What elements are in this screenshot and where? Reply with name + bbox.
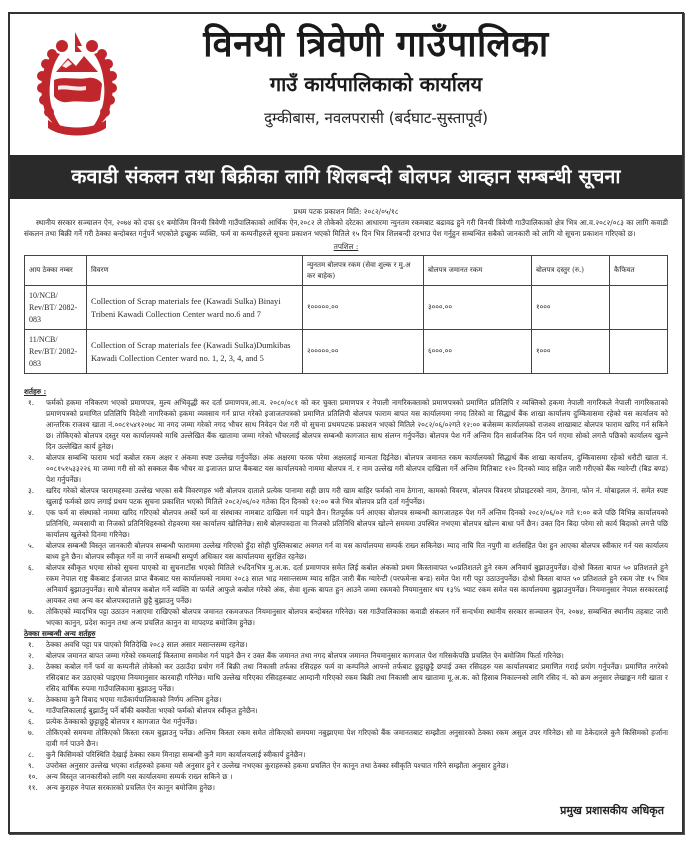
term-text: अन्य विस्तृत जानकारीको लागि यस कार्यालयमा सम्पर्क राख्न सकिने छ ।: [46, 772, 233, 781]
tender-table: [24, 255, 668, 374]
details-label: तपशिल :: [333, 242, 359, 251]
term-text: एक फर्म वा संस्थाको नाममा खरिद गरिएको बोलपत्र अर्को फर्म वा संस्थाका नामबाट दाखिला गर्न पाइने छैन। रितपूर्वक पर्न आएका बोलपत्र सम्बन्धी कागजातहरु पेश गर्ने अन्तिम दिनको २०८२/०६/०२ गते १:०० बजे पछि विभिन्न कार्यालयको प्रतिनिधि, व्यवसायी वा निजको प्रतिनिधिहरुको रोहवरमा यस कार्यालय खोलिनेछ। साथै बोलपत्रदाता वा निजको प्रतिनिधि बोलपत्र खोल्ने समयमा उपस्थित नभएमा बोलपत्र खोल्न बाधा पर्ने छैन। उक्त दिन बिदा परेमा सो कार्य बिदाको लगत्तै पछि कार्यालय खुलेको दिनमा गरिनेछ।: [46, 508, 668, 539]
term-text: फर्मको हकमा नविकरण भएको प्रमाणपत्र, मुल्य अभिवृद्धी कर दर्ता प्रमाणपत्र,आ.व. २०८०/०८१ को कर चुक्ता प्रमाणपत्र र नेपाली नागरिकक्‍ताको प्रमाणपत्रको प्रमाणित प्रतिलिपि र व्यक्तिको हकमा नेपाली नागरिकले नेपाली नागरिकताको प्रमाणपत्रको प्रमाणित प्रतिलिपि विदेशी नागरिकको हकमा व्यवसाय गर्न प्राप्त गरेको इजाजतपत्रको प्रमाणित प्रतिलिपी बोलपत्र फाराम बापत यस कार्यालयमा नगद तिरेको वा सिद्धार्थ बैंक शाखा कार्यालय दुम्किवासमा रहेको यस कार्यालय को आन्तरिक राजश्व खाता नं.००८१५४१२०७८ मा नगद जम्मा गरेको नगद भौचर साथ निवेदन पेश गरी यो सुचना प्रथमपटक प्रकाशन भएको मितिले २०८२/०६/०२गते १२:०० बजेसम्म कार्यालयको राजश्व शाखाबाट बोलपत्र फाराम खरिद गर्न सकिने छ। तोकिएको बोलपत्र दस्तुर यस कार्यालयको माथि उल्लेखित बैंक खातामा जम्मा गरेको भौचरलाई बोलपत्र सम्बन्धी कागजात साथ संलग्न गर्नुपर्नेछ। बोलपत्र पेश गर्ने अन्तिम दिन सार्वजनिक दिन पर्न गएमा सोको लगत्तै पछिको कार्यालय खुल्ने दिन उल्लेखित कार्य हुनेछ।: [46, 398, 668, 451]
min-bid-amount: २०००००.००: [303, 330, 424, 374]
term-text: बोलपत्र सम्बन्धी विस्तृत जानकारी बोलपत्र सम्बन्धी फाराममा उल्लेख गरिएको हुँदा सोही पुस्तिकाबाट अवगत गर्न वा यस कार्यालयमा सम्पर्क राख्न सकिनेछ। म्याद नाघि रित नपुगी वा शर्तसहित पेश हुन आएका बोलपत्र स्वीकार गर्न यस कार्यालय बाध्य हुने छैन। बोलपत्र स्वीकृत गर्ने वा नगर्ने सम्बन्धी सम्पुर्ण अधिकार यस कार्यालयमा सुरक्षित रहनेछ।: [46, 541, 668, 561]
contract-number: 10/NCB/ Rev/BT/ 2082-083: [25, 286, 87, 330]
term-text: प्रत्येक ठेक्काको छुट्टाछुट्टै बोलपत्र र कागजात पेश गर्नुपर्नेछ।: [46, 717, 198, 726]
term-text: बोलपत्र स्वीकृत भएमा सोको सुचना पाएको वा सुचनाटाँस भएको मितिले १५दिनभित्र मु.अ.क. दर्ता प्रमाणपत्र समेत लिई कबोल अंकको प्रथम किस्तावापत ५०प्रतिशतले हुने रकम अनिवार्य बुझाउनुपर्नेछ। दोश्रो किस्ता बापत ५० प्रतिशतले हुने रकम नेपाल राष्ट्र बैंकबाट ईजाजत प्राप्त बैंकबाट यस कार्यालयको नाममा २०८३ साल भाद्र मसान्तसम्म म्याद सहित जारी बैंक ग्यारेन्टी (परफमेन्स बन्ड) समेत पेश गरी पट्टा उठाउनुपर्नेछ। दोश्रो किस्ता बापत ५० प्रतिशतले हुने रकम जेष्ट १५ भित्र अनिवार्य बुझाउनुपर्नेछ। साथै बोलपत्र कबोल गर्ने व्यक्ति वा फर्मले आफुले कबोल गरेको अंक, सेवा शुल्क बापत हुन आउने जम्मा रकमको नियमानुसार थप १३% भ्याट रकम समेत यस कार्यालयमा बुझाउनुपर्नेछ। नियमानुसार नेपाल सरकारलाई आयकर तथा अन्य कर बोलपत्रदाताले छुट्टै बुझाउनु पर्नेछ।: [46, 563, 668, 605]
term-item: [24, 771, 668, 782]
term-number: २.: [28, 651, 35, 660]
term-item: [24, 507, 668, 540]
bid-fee: १०००: [532, 286, 610, 330]
term-number: ७.: [28, 728, 35, 737]
col-header-min-bid: न्युनतम बोलपत्र रकम (सेवा शुल्क र मु.अ कर बाहेक): [303, 256, 424, 286]
term-item: [24, 606, 668, 628]
term-item: [24, 397, 668, 452]
term-number: १.: [28, 640, 35, 649]
contract-description: Collection of Scrap materials fee (Kawadi Sulka) Binayi Tribeni Kawadi Collection Center ward no.6 and 7: [87, 286, 303, 330]
term-text: खरिद गरेको बोलपत्र फारामहरुमा उल्लेख भएका सबै विवरणहरु भरी बोलपत्र दाताले प्रत्येक पानामा सही छाप गरी खाम बाहिर फर्मको नाम ठेगाना, कामको विवरण, बोलपत्र विवरण प्रोप्राइटरको नाम, ठेगाना, फोन नं. मोबाइलल नं. समेत स्पष्ट खुलाई फर्मको छाप लगाई प्रथम पटक सुचना प्रकाशित भएको मितिले २०८२/०६/०२ गतेका दिन दिनको १२:०० बजे भित्र बोलपत्र प्रति दर्ता गर्नुपर्नेछ।: [46, 486, 668, 506]
term-number: ६.: [28, 563, 35, 572]
term-text: अन्य कुराहरु नेपाल सरकारको प्रचलित ऐन कानून बमोजिम हुनेछ।: [46, 783, 215, 792]
term-number: ५.: [28, 541, 35, 550]
col-header-fee: बोलपत्र दस्तुर (रु.): [532, 256, 610, 286]
term-number: ९.: [28, 761, 35, 770]
col-header-description: विवरण: [87, 256, 303, 286]
term-item: [24, 782, 668, 793]
bid-bond-amount: ६०००.००: [424, 330, 532, 374]
col-header-remarks: कैफियत: [610, 256, 668, 286]
term-number: ११.: [28, 783, 38, 792]
term-text: बोलपत्र जमानत बापत जम्मा गरेको रकमलाई किस्तामा समावेश गर्न पाइने छैन र उक्त बैंक जमानत तथा नगद बोलपत्र जमानत नियमानुसार कागजात पेश गरिसकेपछि प्रचलित ऐन बमोजिम फिर्ता गरिनेछ।: [46, 651, 564, 660]
table-row: [25, 330, 668, 374]
min-bid-amount: १०००००.००: [303, 286, 424, 330]
notice-document: [8, 12, 684, 834]
term-number: १.: [28, 398, 35, 407]
contract-description: Collection of Scrap materials fee (Kawadi Sulka)Dumkibas Kawadi Collection Center ward no. 1, 2, 3, 4, and 5: [87, 330, 303, 374]
term-item: [24, 716, 668, 727]
term-item: [24, 760, 668, 771]
term-item: [24, 485, 668, 507]
term-text: कुनै किसिमको परिस्थिति देखाई ठेक्का रकम मिनाहा सम्बन्धी कुनै माग कार्यालयलाई स्वीकार्य हुनेछैन।: [46, 750, 306, 759]
contract-number: 11/NCB/ Rev/BT/ 2082-083: [25, 330, 87, 374]
table-header-row: [25, 256, 668, 286]
term-item: [24, 661, 668, 694]
term-number: ८.: [28, 750, 35, 759]
term-text: तोकिएको समयमा तोकिएको किस्ता रकम बुझाउनु पर्नेछ। अन्तिम किस्ता रकम समेत तोकिएको समयमा नबुझाएमा पेश गरिएको बैंक जमानतबाट सम्झौता अनुसारको ठेक्का रकम असुल उपर गरिनेछ। सो मा ठेकेदारले कुनै किसिमको हर्जाना दावी गर्न पाउने छैन।: [46, 728, 668, 748]
municipality-name: विनयी त्रिवेणी गाउँपालिका: [203, 24, 549, 65]
term-number: ५.: [28, 706, 35, 715]
office-address: दुम्कीबास, नवलपरासी (बर्दघाट-सुस्तापूर्व): [264, 109, 488, 127]
term-number: ४.: [28, 695, 35, 704]
term-text: गाउँपालिकालाई बुझाउँनु पर्ने बाँकी बक्यौता भएको फर्मको बोलपत्र स्वीकृत हुनेछैन।: [46, 706, 258, 715]
term-text: बोलपत्र सम्बन्धि फाराम भर्दा कबोल रकम अक्षर र अंकमा स्पष्ट उल्लेख गर्नुपर्नेछ। अंक अक्षरमा फरक परेमा अक्षरलाई मान्यता दिईनेछ। बोलपत्र जमानत रकम कार्यालयको सिद्धार्थ बैंक शाखा कार्यालय, दुम्किवासमा रहेको धरौटी खाता नं. ००८१५१५३३२२६ मा जम्मा गरी सो को सक्कल बैंक भौचर वा इजाजत प्राप्त बैंकबाट यस कार्यालयको नाममा बोलपत्र नं. र नाम उल्लेख गरी बोलपत्र दाखिला गर्ने अन्तिम मितिबाट १२० दिनको म्याद सहित जारी गरीएको बैंक ग्यारेन्टी (बिड बण्ड) पेश गर्नुपर्नेछ।: [46, 453, 668, 484]
term-number: २.: [28, 453, 35, 462]
other-terms-list: [24, 639, 668, 793]
col-header-contract-number: आय ठेक्का नम्बर: [25, 256, 87, 286]
term-number: १०.: [28, 772, 38, 781]
bid-fee: १०००: [532, 330, 610, 374]
term-item: [24, 705, 668, 716]
term-text: ठेक्का अवधि पट्टा पत्र पाएको मितिदेखि २०८३ साल असार मसान्तसम्म रहनेछ।: [46, 640, 248, 649]
letterhead: [10, 14, 682, 155]
term-item: [24, 540, 668, 562]
terms-list: [24, 397, 668, 628]
bid-bond-amount: ३०००.००: [424, 286, 532, 330]
term-item: [24, 452, 668, 485]
terms-heading: शर्तहरु :: [24, 387, 47, 396]
term-text: उपरोक्त अनुसार उल्लेख भएका शर्तहरुको हकमा यसै अनुसार हुने र उल्लेख नभएका कुराहरुको हकमा प्रचलित ऐन कानून तथा ठेक्का स्वीकृति पश्चात गरिने सम्झौता अनुसार हुनेछ।: [46, 761, 509, 770]
term-text: तोकिएको म्यादभित्र पट्टा उठाउन नआएमा राखिएको बोलपत्र जमानत रकमजफत नियमानुसार बोलपत्र बन्दोबस्त गरिनेछ। यस गाउँपालिकाका कवाडी संकलन गर्ने सन्दर्भमा स्थानीय सरकार सञ्चालन ऐन, २०७४, सम्बन्धित स्थानीय तहबाट जारी भएका कानुन, प्रदेश कानुन तथा अन्य प्रचलित कानुन वा मापदण्ड बमोजिम हुनेछ।: [46, 607, 668, 627]
term-text: ठेक्का कबोल गर्ने फर्म वा कम्पनीले तोकेको कर उठाउँदा प्रयोग गर्ने बिक्री तथा निकासी तर्फका रसिदहरु फर्म वा कम्पनिले आफ्नो तर्फबाट छुट्टाछुट्टै छपाई उक्त रसिदहरु यस कार्यालयबाट प्रमाणित गराई प्रयोग गर्नुपर्नेछ। प्रमाणित नगरेको रसिदबाट कर उठाएको पाइएमा नियमानुसार कारवाही गरिनेछ। माथि उल्लेख गरिएका रसिदहरुबाट आम्दानी गरिएको रकम बिक्री तथा निकासी आय खातामा मू.अ.क. को हिसाब निकाल्नको लागि रसिद नं. को क्रम अनुसार लेखाङ्कन गरी खाता र रसिद वार्षिक रुपमा गाउँपालिकामा बुझाउनु पर्नेछ।: [46, 662, 668, 693]
publication-date: प्रथम पटक प्रकाशन मिति: २०८२/०५/१८: [293, 207, 399, 216]
remarks: [610, 330, 668, 374]
notice-title: कवाडी संकलन तथा बिक्रीका लागि शिलबन्दी बोलपत्र आव्हान सम्बन्धी सूचना: [10, 155, 682, 199]
term-item: [24, 562, 668, 606]
term-item: [24, 749, 668, 760]
signatory-title: प्रमुख प्रशासकीय अधिकृत: [560, 804, 664, 817]
remarks: [610, 286, 668, 330]
office-name: गाउँ कार्यपालिकाको कार्यालय: [269, 72, 483, 96]
term-number: ६.: [28, 717, 35, 726]
intro-paragraph: स्थानीय सरकार सञ्चालन ऐन, २०७४ को दफा ६१ बमोजिम विनयी त्रिवेणी गाउँपालिकाको आर्थिक ऐन,२०८२ ले तोकेको दरेटका आधारमा न्युनतम रकमबाट बढावढ हुने गरी विनयी त्रिवेणी गाउँपालिकाको क्षेत्र भित्र आ.व.२०८२/०८३ का लागि कवाडी संकलन तथा बिक्री गर्ने गरी ठेक्का बन्दोबस्त गर्नुपर्ने भएकोले इच्छुक व्यक्ति, फर्म वा कम्पनीहरुले सूचना प्रकाशन भएको मितिले १५ दिन भित्र शिलबन्दी दरभाउ पेश गर्नुहुन सम्बन्धित सबैको जानकारी को लागि यो सूचना प्रकाशन गरिएको छ।: [24, 218, 668, 238]
other-terms-heading: ठेक्का सम्बन्धी अन्य शर्तहरु: [24, 629, 96, 638]
col-header-bid-bond: बोलपत्र जमानत रकम: [424, 256, 532, 286]
term-item: [24, 727, 668, 749]
term-item: [24, 694, 668, 705]
term-item: [24, 650, 668, 661]
table-row: [25, 286, 668, 330]
term-item: [24, 639, 668, 650]
term-text: ठेक्कामा कुनै विवाद भएमा गाउँकार्यपालिकाको निर्णय अन्तिम हुनेछ।: [46, 695, 222, 704]
notice-body: [10, 199, 682, 793]
term-number: ७.: [28, 607, 35, 616]
term-number: ३.: [28, 486, 35, 495]
term-number: ३.: [28, 662, 35, 671]
term-number: ४.: [28, 508, 35, 517]
